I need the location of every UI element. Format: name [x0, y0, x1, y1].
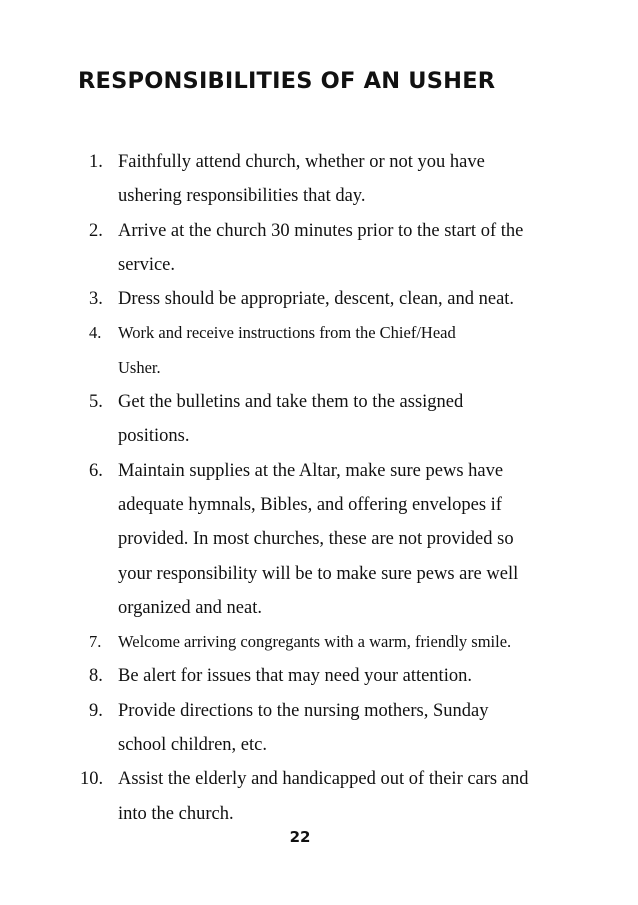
item-text-line: Usher.	[118, 357, 161, 377]
item-text-line: ushering responsibilities that day.	[118, 186, 366, 207]
item-text-line: Faithfully attend church, whether or not you have	[118, 152, 485, 172]
item-number: 1.	[89, 152, 103, 172]
item-number: 2.	[89, 220, 103, 241]
item-text-line: into the church.	[118, 803, 234, 824]
item-text-line: Welcome arriving congregants with a warm, friendly smile.	[118, 632, 512, 652]
item-number: 3.	[89, 289, 103, 310]
item-text-line: adequate hymnals, Bibles, and offering envelopes if	[118, 494, 502, 515]
item-number: 8.	[89, 666, 103, 687]
item-text-line: Arrive at the church 30 minutes prior to the start of the	[118, 220, 524, 241]
item-number: 7.	[89, 632, 102, 652]
list-item	[0, 214, 568, 283]
item-text-line: Be alert for issues that may need your attention.	[118, 666, 472, 687]
list-item	[0, 694, 568, 763]
item-text-line: positions.	[118, 426, 190, 447]
responsibilities-list	[0, 145, 638, 831]
list-item	[0, 659, 568, 693]
item-number: 10.	[80, 769, 104, 790]
item-text-line: Work and receive instructions from the Chief/Head	[118, 323, 456, 343]
item-text-line: Get the bulletins and take them to the assigned	[118, 392, 464, 413]
list-item	[0, 385, 568, 454]
item-text-line: school children, etc.	[118, 735, 267, 756]
page-title: RESPONSIBILITIES OF AN USHER	[78, 68, 496, 94]
list-item	[0, 282, 568, 316]
item-text-line: Assist the elderly and handicapped out of their cars and	[118, 769, 529, 790]
list-item	[0, 454, 568, 625]
list-item	[0, 762, 568, 831]
item-number: 6.	[89, 460, 103, 481]
item-text-line: service.	[118, 254, 176, 275]
list-item	[0, 145, 568, 214]
item-text-line: provided. In most churches, these are not provided so	[118, 529, 514, 550]
item-number: 4.	[89, 323, 102, 343]
page-number: 22	[289, 828, 311, 846]
item-text-line: Provide directions to the nursing mothers, Sunday	[118, 700, 489, 721]
item-text-line: Dress should be appropriate, descent, clean, and neat.	[118, 289, 515, 310]
item-number: 5.	[89, 392, 103, 413]
list-item	[0, 625, 568, 659]
item-text-line: your responsibility will be to make sure pews are well	[118, 563, 519, 584]
item-number: 9.	[89, 700, 103, 721]
item-text-line: Maintain supplies at the Altar, make sure pews have	[118, 460, 504, 481]
list-item	[0, 316, 568, 385]
item-text-line: organized and neat.	[118, 597, 262, 618]
